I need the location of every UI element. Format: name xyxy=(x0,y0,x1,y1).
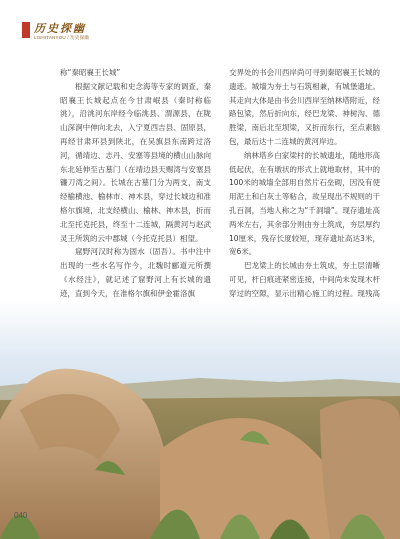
page-number: 040 xyxy=(14,511,28,520)
paragraph: 称“秦昭襄王长城” xyxy=(60,68,121,77)
paragraph: 纳林塔乡白家梁村的长城遗址，随地形高低起伏，在有墩状的形式上就地取材，其中的100米的城墙全部用自然片石垒砌，因没有使用泥土和白灰土等粘合，故呈现出不规则的干孔百洞，当地人称之为“千洞墙”。现存遗址高两米左右，其余部分则由夯土筑成，夯层厚约10厘米，残存长度较短，现存遗址高达3米，宽6米。 xyxy=(229,150,380,257)
paragraph: 窟野河汉时称为固水（固吾）。书中注中出现的一些水名写作今，北魏时郦道元所撰《水经注》，就记述了窟野河上有长城的遗迹，直到今天，在准格尔旗和伊金霍洛旗 xyxy=(60,247,211,298)
section-subtitle: LISHITANYOU / 历史探幽 xyxy=(34,35,90,40)
great-wall-ruins-photo xyxy=(0,300,400,539)
section-marker xyxy=(22,22,30,38)
paragraph: 巴龙梁上的长城由夯土筑成，夯土层清晰可见，杆臼痕迹紧密连接，中间尚未发现木杆穿过的空隙，显示出精心施工的过程。现残高 xyxy=(229,261,380,298)
paragraph: 交界处的书会川西岸尚可寻到秦昭襄王长城的遗迹。城墙为夯土与石筑相兼，有城堡遗址。其走向大体是由书会川西岸至纳林塔附近，经路包梁，然后折向东，经巴龙梁、神树沟、德胜梁，南后北至坝梁，又折而东行，至点素脑包，最后达十二连城的黄河岸边。 xyxy=(229,68,380,146)
section-title: 历史探幽 xyxy=(34,22,86,35)
section-header xyxy=(22,18,172,48)
article-column-left xyxy=(60,66,211,301)
paragraph: 根据文献记载和史念海等专家的调查，秦昭襄王长城起点在今甘肃岷县（秦时称临洮），沿洮河东岸经今临洮县、渭源县，在陇山深涧中伸向北去，入宁夏西吉县、固原县，再经甘肃环县到陕北，在吴旗县东南跨过洛河，循靖边、志丹、安塞等县境的横山山脉向东北延伸至古墓门（在靖边县天赐湾与安塞县镰刀湾之间）。长城在古墓门分为两支，南支经榆横池、榆林市、神木县，穿过长城边和准格尔旗境，北支经横山、榆林、神木县，折而北至托克托县，终至十二连城，隔黄河与赵武灵王所筑的云中郡城（今托克托县）相望。 xyxy=(60,81,211,243)
